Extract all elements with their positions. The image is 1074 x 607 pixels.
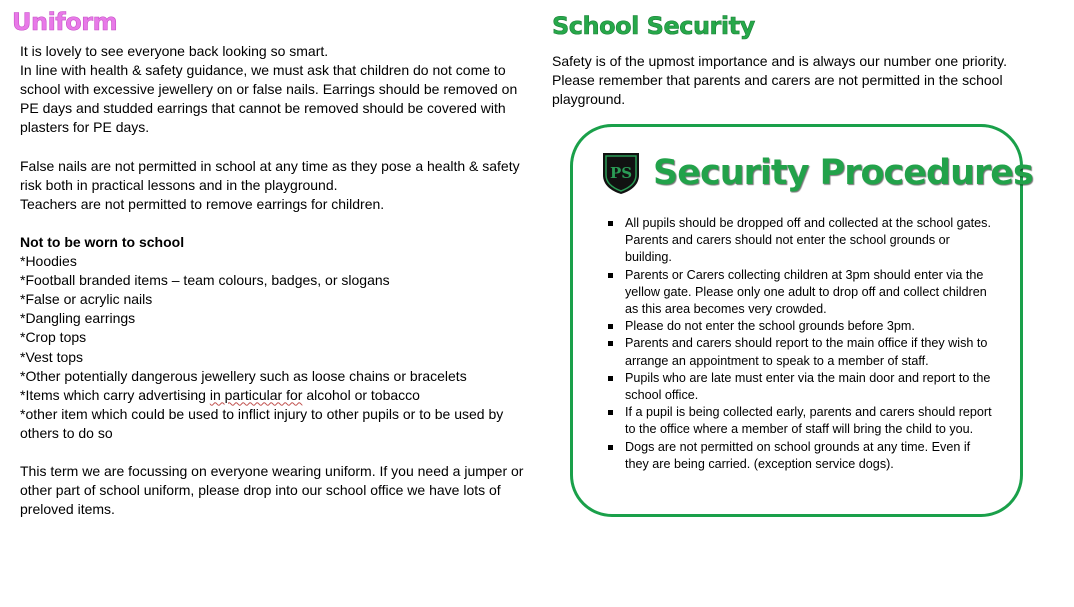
school-crest-icon xyxy=(601,151,641,195)
not-worn-item: *other item which could be used to inflict injury to other pupils or to be used by others to do so xyxy=(20,405,504,441)
uniform-heading: Uniform xyxy=(12,8,118,36)
not-worn-item: *Vest tops xyxy=(20,348,84,365)
advert-suffix: alcohol or tobacco xyxy=(302,386,420,403)
uniform-intro-line: It is lovely to see everyone back looking so smart. xyxy=(20,43,329,59)
procedure-item: If a pupil is being collected early, parents and carers should report to the office where a member of staff will bring the child to you. xyxy=(605,404,997,438)
procedure-item: Parents or Carers collecting children at 3pm should enter via the yellow gate. Please only one adult to drop off and collect children as this area becomes very crowded. xyxy=(605,267,997,319)
procedure-item: Pupils who are late must enter via the main door and report to the school office. xyxy=(605,370,997,404)
not-worn-item: *Football branded items – team colours, badges, or slogans xyxy=(20,272,390,289)
crest-letters: PS xyxy=(609,164,633,182)
security-procedures-box xyxy=(570,124,1033,517)
advert-prefix: *Items which carry advertising xyxy=(20,386,210,403)
not-worn-item: *Hoodies xyxy=(20,253,77,270)
false-nails-paragraph: False nails are not permitted in school at any time as they pose a health & safety risk both in practical lessons and in the playground. xyxy=(20,157,520,193)
procedures-list xyxy=(605,215,997,473)
not-worn-heading: Not to be worn to school xyxy=(20,233,185,250)
security-intro xyxy=(552,52,1052,109)
not-worn-item: *Other potentially dangerous jewellery such as loose chains or bracelets xyxy=(20,367,467,384)
procedure-item: Dogs are not permitted on school grounds at any time. Even if they are being carried. (exception service dogs). xyxy=(605,439,997,473)
procedure-item: Please do not enter the school grounds before 3pm. xyxy=(605,318,997,335)
uniform-section xyxy=(20,42,530,519)
not-worn-item: *Crop tops xyxy=(20,329,87,346)
earrings-teachers-paragraph: Teachers are not permitted to remove earrings for children. xyxy=(20,195,385,212)
security-intro-text: Safety is of the upmost importance and is always our number one priority. Please remember that parents and carers are not permitted in the school playground. xyxy=(552,53,1007,108)
procedure-item: All pupils should be dropped off and collected at the school gates. Parents and carers should not enter the school grounds or building. xyxy=(605,215,997,267)
not-worn-item: *False or acrylic nails xyxy=(20,291,153,308)
uniform-closing-paragraph: This term we are focussing on everyone wearing uniform. If you need a jumper or other part of school uniform, please drop into our school office we have lots of preloved items. xyxy=(20,463,524,518)
not-worn-item-advertising xyxy=(20,386,530,405)
uniform-jewellery-paragraph: In line with health & safety guidance, we must ask that children do not come to school with excessive jewellery on or false nails. Earrings should be removed on PE days and studded earrings that cannot be removed should be covered with plasters for PE days. xyxy=(20,62,518,136)
procedure-item: Parents and carers should report to the main office if they wish to arrange an appointment to speak to a member of staff. xyxy=(605,335,997,369)
security-procedures-title: Security Procedures xyxy=(653,153,1033,193)
advert-underlined-text: in particular for xyxy=(209,386,303,403)
security-heading: School Security xyxy=(552,12,755,40)
not-worn-item: *Dangling earrings xyxy=(20,310,136,327)
